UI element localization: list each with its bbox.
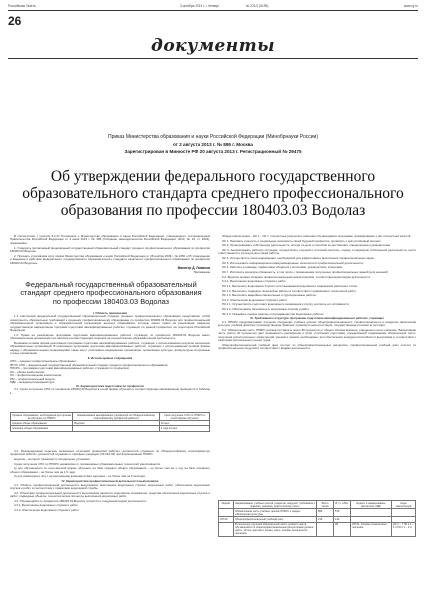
issue-date: 3 октября 2013 г. • Четверг: [180, 4, 220, 8]
paragraph: 6.1. ППКРС предусматривает изучение следующих учебных циклов: общепрофессионального; профессионального и разделов: физическая культура; учебная практика; производственная практика; промежуточная аттестация; государственная итоговая аттестация.: [218, 319, 416, 328]
table-cell: В результате изучения обязательной части учебного цикла обучающийся по общепрофессиональным дисциплинам должен: уметь: читать чертежи и схемы; знать: основы технического черчения;: [234, 522, 317, 536]
table-cell: [73, 426, 160, 431]
preamble-paragraph: В соответствии с пунктом 5.2.41 Положения о Министерстве образования и науки Российской Федерации, утвержденного постановлением Правительства Российской Федерации от 3 июня 2013 г. № 466 (Собрание законодательства Российской Федерации, 2013, № 23, ст. 2923), приказываю:: [10, 234, 210, 245]
paragraph: ОК 4. Осуществлять поиск информации, необходимой для эффективного выполнения профессиональных задач.: [222, 256, 375, 261]
table-cell: [219, 522, 234, 536]
paragraph: 1.2. Право на реализацию программы подготовки квалифицированных рабочих, служащих по профессии 180403.03 Водолаз имеет образовательная организация при наличии соответствующей лицензии на осуществление образовательной деятельности.: [10, 332, 210, 341]
order-date-number: от 2 августа 2013 г. № 895 г. Москва: [172, 142, 253, 147]
preamble-paragraph: 1. Утвердить прилагаемый федеральный государственный образовательный стандарт среднего профессионального образования по профессии 180403.03 Водолаз.: [10, 245, 210, 253]
paragraph: ОК 2. Организовывать собственную деятельность, исходя из цели и способов ее достижения, определенных руководителем.: [222, 243, 391, 248]
table-row: [11, 426, 210, 431]
right-column: [218, 235, 416, 352]
paragraph: ПК 1.2. Выполнять подводно-технические работы в соответствии с правилами и технологией работ.: [222, 288, 357, 293]
qualification-table: [10, 412, 210, 432]
paragraph: ПК 1.1. Выполнять водолазные спуски с использованием водолазного снаряжения различных типов.: [222, 283, 358, 288]
abbreviation-item: ОК – общая компетенция;: [10, 369, 45, 374]
table-cell: 864: [317, 509, 334, 517]
section-1: [10, 312, 210, 396]
table-cell: [317, 522, 334, 536]
signature: [10, 266, 210, 274]
abbreviation-item: СПО – среднее профессиональное образование;: [10, 359, 77, 364]
abbreviation-item: ФГОС СПО – федеральный государственный образовательный стандарт среднего профессионального образования;: [10, 362, 169, 367]
paragraph: ПК 1.3. Выполнять аварийно-спасательные и судоподъемные работы.: [222, 293, 317, 298]
paragraph: ПК 2.1. Осуществлять подготовку водолазного снаряжения к спуску, контроль его исправности.: [222, 302, 350, 307]
paragraph: ОК 5. Использовать информационно-коммуникационные технологии в профессиональной деятельности.: [222, 260, 364, 265]
paragraph: Общепрофессиональный учебный цикл состоит из общепрофессиональных дисциплин, профессиональный учебный цикл состоит из профессиональных модулей в соответствии с видами деятельности.: [218, 342, 416, 351]
preamble-paragraph: 2. Признать утратившим силу приказ Министерства образования и науки Российской Федерации от 28 ноября 2009 г. № 1050 «Об утверждении и введении в действие федерального государственного образовательного стандарта начального профессионального образования по профессии 180403.03 Водолаз».: [10, 253, 210, 265]
table-cell: 144: [334, 517, 351, 522]
table-header-cell: Наименование учебных циклов, разделов, модулей, требования к знаниям, умениям, практическому опыту: [235, 501, 315, 508]
table-cell: 10 мес.: [159, 421, 209, 426]
abbreviation-item: ПМ – профессиональный модуль;: [10, 376, 56, 381]
section-3-title: III. Характеристика подготовки по профессии: [76, 383, 144, 388]
paragraph: ОК 7. Исполнять воинскую обязанность, в том числе с применением полученных профессиональных знаний (для юношей).: [222, 269, 389, 274]
table-cell: Обязательная часть учебных циклов ППКРС и раздел «Физическая культура»: [234, 509, 317, 517]
table-cell: 2 года 10 мес.: [159, 426, 209, 431]
table-header-cell: Коды компетенций: [392, 501, 416, 509]
headline: Об утверждении федерального государственного образовательного стандарта среднего профессионального образования по профессии 180403.03 Водолаз: [22, 168, 404, 219]
table-row: [219, 522, 416, 536]
lower-left-text: [10, 450, 210, 514]
paragraph: 4.3.1. Выполнение водолазных спусков и работ.: [14, 503, 79, 508]
table-cell: основное общее образование: [11, 426, 73, 431]
minister-signature: Министр Д. Ливанов: [177, 266, 210, 270]
issue-number: № 221/1 (6195): [246, 4, 269, 8]
paragraph: 5.2.2. Обеспечение водолазных спусков и работ.: [222, 297, 288, 302]
page-number: 26: [8, 14, 22, 28]
paragraph: ПК 2.3. Оказывать первую помощь пострадавшим при водолазных работах.: [222, 311, 325, 316]
table-header-cell: Срок получения СПО по ППКРС в очной форме обучения: [159, 413, 209, 421]
section-title: документы: [151, 36, 275, 56]
table-cell: [392, 509, 416, 517]
header-rule: [8, 10, 418, 11]
table-header-row: [219, 501, 416, 509]
website: www.rg.ru: [403, 4, 418, 8]
table-cell: Общепрофессиональный учебный цикл: [234, 517, 317, 522]
paragraph: 1.1. Настоящий федеральный государственный образовательный стандарт среднего профессионального образования представляет собой совокупность обязательных требований к среднему профессиональному образованию по профессии 180403.03 Водолаз для профессиональной образовательной организации и образовательной организации высшего образования, которые имеют право на реализацию имеющих государственную аккредитацию программ подготовки квалифицированных рабочих, служащих по данной профессии, на территории Российской Федерации.: [10, 314, 210, 333]
paragraph: 3.2. Рекомендуемый перечень возможных сочетаний профессий рабочих, должностей служащих по Общероссийскому классификатору профессий рабочих, должностей служащих и тарифных разрядов (ОК 016-94) при формировании ППКРС:: [10, 449, 210, 457]
paragraph: а) для обучающихся по очно-заочной форме обучения: на базе среднего общего образования – не более чем на 1 год; на базе основного общего образования – не более чем на 1,5 года;: [10, 466, 210, 474]
table-header-cell: Индекс и наименование дисциплин, МДК: [351, 501, 392, 509]
standard-title: Федеральный государственный образовательный стандарт среднего профессионального образования по профессии 180403.03 Водолаз: [20, 280, 202, 306]
paragraph: Возможна сетевая форма реализации программы подготовки квалифицированных рабочих, служащих с использованием ресурсов нескольких образовательных организаций. В реализации программы подготовки квалифицированных рабочих, служащих с использованием сетевой формы наряду с образовательными организациями также могут участвовать медицинские организации, организации культуры, физкультурно-спортивные и иные организации.: [10, 341, 210, 356]
table-header-cell: Всего часов: [317, 501, 334, 509]
order-registration: Зарегистрирован в Минюсте РФ 20 августа 2013 г. Регистрационный № 29475: [124, 149, 302, 154]
table-cell: 216: [317, 517, 334, 522]
table-cell: [351, 509, 392, 517]
table-header-cell: Индекс: [219, 501, 234, 509]
table-cell: 48: [334, 522, 351, 536]
paragraph: 4.1. Область профессиональной деятельности выпускников: выполнение водолазных спусков, водолазных работ, обеспечение водолазных спусков и работ в соответствии с правилами водолазной службы.: [10, 482, 210, 491]
order-meta: [40, 134, 386, 155]
paragraph: 5.2.1. Выполнение водолазных спусков и работ.: [222, 279, 287, 284]
paragraph: водолаз – моторист (машинист) холодильных установок.: [14, 457, 91, 462]
paragraph: 4.3.2. Обеспечение водолазных спусков и работ.: [14, 508, 80, 513]
table-header-cell: Наименование квалификации (профессий по Общероссийскому классификатору профессий рабочих): [73, 413, 160, 421]
section-2-title: II. Используемые сокращения: [87, 356, 133, 360]
table-cell: среднее общее образование: [11, 421, 73, 426]
table-cell: 576: [334, 509, 351, 517]
section-4-title: IV. Характеристика профессиональной деятельности выпускников: [61, 479, 159, 484]
paragraph: ОК 6. Работать в команде, эффективно общаться с коллегами, руководством, клиентами.: [222, 265, 343, 270]
paragraph: ОК 3. Анализировать рабочую ситуацию, осуществлять текущий и итоговый контроль, оценку и коррекцию собственной деятельности, нести ответственность за результаты своей работы.: [218, 247, 416, 256]
section-1-title: I. Область применения: [92, 311, 128, 315]
paragraph: 4.3. Обучающийся по профессии 180403.03 Водолаз готовится к следующим видам деятельности:: [14, 498, 147, 503]
curriculum-table: [218, 500, 416, 537]
paragraph: 3.1. Сроки получения СПО по профессии 180403.03 Водолаз в очной форме обучения и соответствующие квалификации приводятся в Таблице 1.: [10, 387, 210, 395]
paragraph: 5.2. Водолаз должен обладать профессиональными компетенциями, соответствующими видам деятельности:: [222, 274, 371, 279]
table-cell: [219, 509, 234, 517]
preamble: [10, 235, 210, 266]
paragraph: ПК 2.2. Обеспечивать безопасность водолазных спусков и работ.: [222, 307, 310, 312]
paragraph: 4.2. Объектами профессиональной деятельности выпускников являются: водолазное снаряжение; средства обеспечения водолазных спусков и работ; подводные объекты; технологические процессы выполнения водолазных работ.: [10, 490, 210, 499]
newspaper-name: Российская Газета: [8, 4, 36, 8]
paragraph: б) для инвалидов и лиц с ограниченными возможностями здоровья – не более чем на 6 месяцев.: [14, 474, 146, 479]
table-cell: ОП.00: [219, 517, 234, 522]
abbreviation-item: ПК – профессиональная компетенция;: [10, 373, 62, 378]
table-cell: Водолаз: [73, 421, 160, 426]
table-header-cell: Уровень образования, необходимый для приема на обучение по ППКРС: [12, 413, 72, 420]
order-issuer: Приказ Министерства образования и науки Российской Федерации (Минобрнауки России): [107, 134, 319, 140]
table-header-row: [11, 413, 210, 421]
table-header-cell: В т.ч. обяз.: [334, 501, 351, 509]
abbreviation-item: ППКРС – программа подготовки квалифицированных рабочих, служащих по профессии;: [10, 366, 130, 371]
paragraph: Общие компетенции – ОК 1 – ОК 7, личностные результаты освоения обучающимися программы, формирование у них личностных качеств.: [222, 234, 412, 238]
abbreviation-item: МДК – междисциплинарный курс.: [10, 380, 56, 385]
table-cell: ОК 1 – 7 ПК 1.1 – 1.3 ПК 2.1 – 2.3: [392, 522, 416, 536]
paragraph: 6.2. Обязательная часть ППКРС должна составлять около 80 процентов от общего объема времени, отведенного на их освоение. Вариативная часть (около 20 процентов) дает возможность расширения и (или) углубления подготовки, определяемой содержанием обязательной части, получения дополнительных компетенций, умений и знаний, необходимых для обеспечения конкурентоспособности выпускника в соответствии с запросами регионального рынка труда.: [218, 327, 416, 343]
table-cell: ОП.01. Основы технического черчения: [351, 522, 392, 536]
appendix-label: Приложение: [193, 270, 210, 274]
paragraph: Сроки получения СПО по ППКРС независимо от применяемых образовательных технологий увеличиваются:: [14, 461, 161, 466]
table-row: [219, 509, 416, 517]
paragraph: ОК 1. Понимать сущность и социальную значимость своей будущей профессии, проявлять к ней устойчивый интерес.: [222, 238, 382, 243]
section-rule: [8, 58, 418, 59]
section-6-title: VI. Требования к структуре программы подготовки квалифицированных рабочих, служащих: [250, 316, 384, 321]
